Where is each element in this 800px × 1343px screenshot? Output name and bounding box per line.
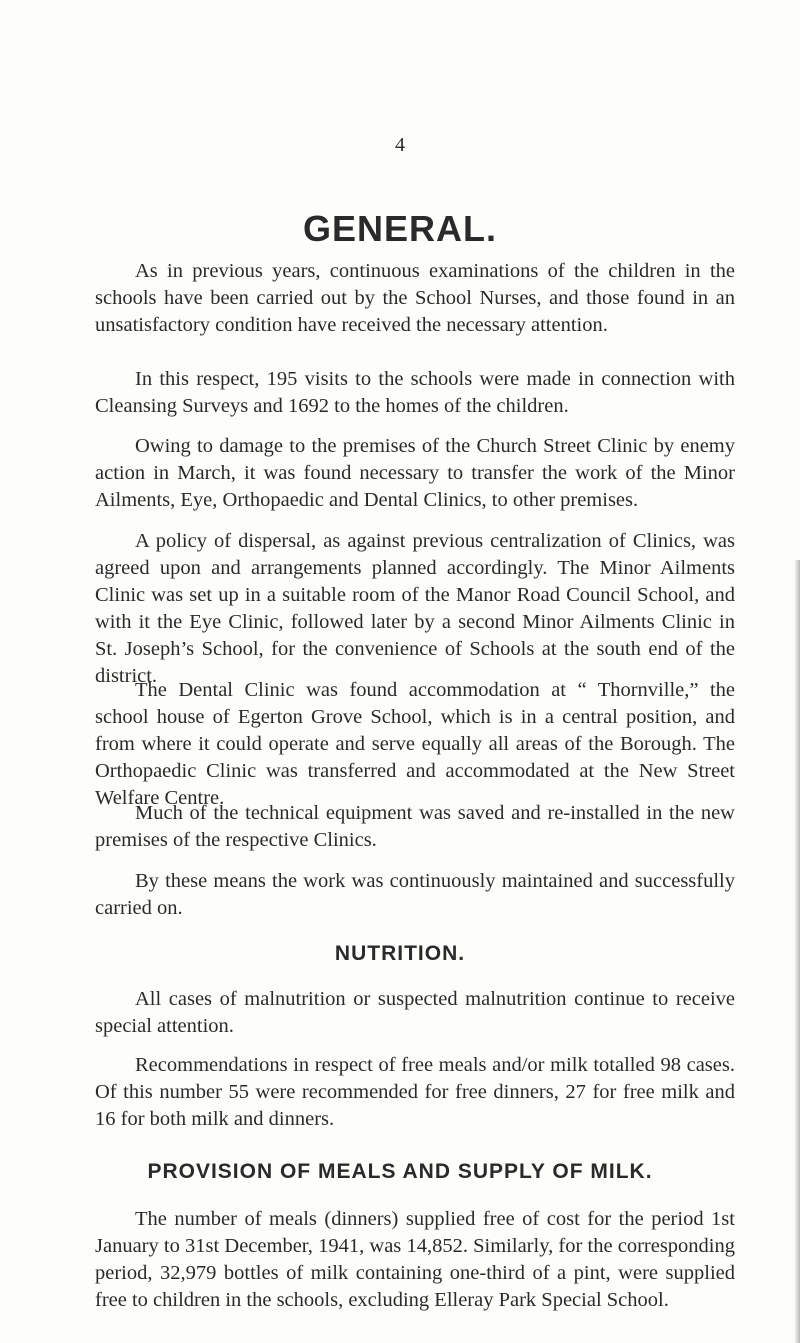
paragraph-work-maintained: By these means the work was continuously maintained and successfully carried on.	[95, 870, 735, 919]
paragraph-equipment: Much of the technical equipment was saved and re-installed in the new premises of the respective Clinics.	[95, 802, 735, 851]
page-edge-shadow	[794, 560, 800, 1343]
paragraph-clinic-damage: Owing to damage to the premises of the Church Street Clinic by enemy action in March, it was found necessary to transfer the work of the Minor Ailments, Eye, Orthopaedic and Dental Clinics, to other premises.	[95, 435, 735, 511]
section-heading-nutrition: NUTRITION.	[334, 942, 466, 965]
paragraph-meals-milk: The number of meals (dinners) supplied free of cost for the period 1st January to 31st December, 1941, was 14,852. Similarly, for the corresponding period, 32,979 bottles of milk containing one-third of a pint, were supplied free to children in the schools, excluding Elleray Park Special School.	[95, 1208, 735, 1311]
page-title: GENERAL.	[302, 208, 497, 249]
paragraph-examinations: As in previous years, continuous examinations of the children in the schools have been carried out by the School Nurses, and those found in an unsatisfactory condition have received the necessary attention.	[95, 260, 735, 336]
paragraph-malnutrition: All cases of malnutrition or suspected malnutrition continue to receive special attention.	[95, 988, 735, 1037]
paragraph-visits: In this respect, 195 visits to the schools were made in connection with Cleansing Surveys and 1692 to the homes of the children.	[95, 368, 735, 417]
page-number: 4	[395, 134, 405, 156]
section-heading-provision: PROVISION OF MEALS AND SUPPLY OF MILK.	[147, 1160, 653, 1183]
paragraph-recommendations: Recommendations in respect of free meals and/or milk totalled 98 cases. Of this number 55 were recommended for free dinners, 27 for free milk and 16 for both milk and dinners.	[95, 1054, 735, 1130]
paragraph-dispersal-policy: A policy of dispersal, as against previous centralization of Clinics, was agreed upon and arrangements planned accordingly. The Minor Ailments Clinic was set up in a suitable room of the Manor Road Council School, and with it the Eye Clinic, followed later by a second Minor Ailments Clinic in St. Joseph’s School, for the convenience of Schools at the south end of the district.	[95, 530, 735, 687]
paragraph-dental-clinic: The Dental Clinic was found accommodation at “ Thornville,” the school house of Egerton Grove School, which is in a central position, and from where it could operate and serve equally all areas of the Borough. The Orthopaedic Clinic was transferred and accommodated at the New Street Welfare Centre.	[95, 679, 735, 809]
